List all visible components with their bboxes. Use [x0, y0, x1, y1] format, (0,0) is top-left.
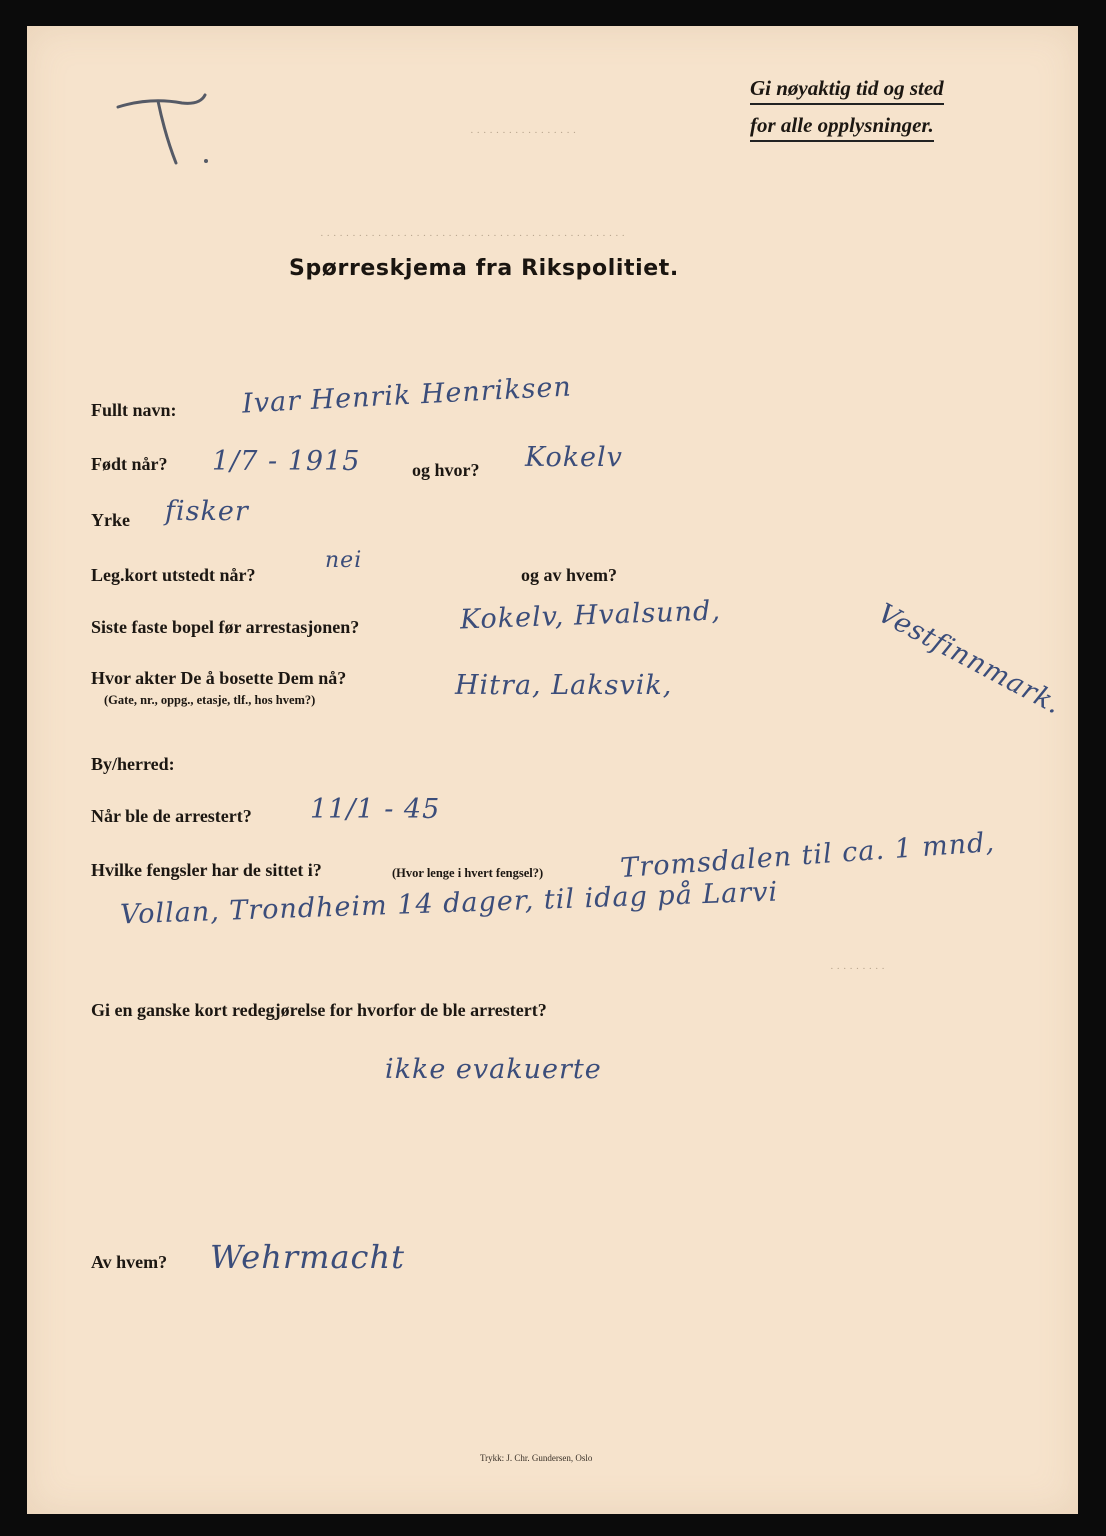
notice-line-1: Gi nøyaktig tid og sted: [750, 76, 944, 105]
value-full-name: Ivar Henrik Henriksen: [241, 371, 573, 420]
label-prisons: Hvilke fengsler har de sittet i?: [91, 860, 322, 880]
label-born-when: Født når?: [91, 454, 168, 474]
bleed-through-2: · · · · · · · · · · · · · · · · · · · · · · · · · · · · · · · · · · · · · · · · · · · · · · · ·: [320, 230, 626, 242]
page-title: Spørreskjema fra Rikspolitiet.: [289, 256, 679, 281]
printer-imprint: Trykk: J. Chr. Gundersen, Oslo: [480, 1453, 593, 1463]
label-born-where: og hvor?: [412, 460, 480, 480]
label-full-name: Fullt navn:: [91, 400, 177, 420]
bleed-through-3: · · · · · · · · ·: [830, 963, 885, 975]
value-occupation: fisker: [165, 496, 249, 527]
value-born-when: 1/7 - 1915: [212, 446, 361, 477]
handwritten-t-mark: [110, 85, 220, 175]
value-last-residence: Kokelv, Hvalsund,: [459, 595, 722, 636]
label-occupation: Yrke: [91, 510, 130, 530]
label-settle-where: Hvor akter De å bosette Dem nå?: [91, 668, 347, 688]
form-sheet: [27, 26, 1078, 1514]
bleed-through-1: · · · · · · · · · · · · · · · · ·: [470, 127, 577, 139]
label-id-card-issued: Leg.kort utstedt når?: [91, 565, 256, 585]
label-last-residence: Siste faste bopel før arrestasjonen?: [91, 617, 360, 637]
label-arrested-when: Når ble de arrestert?: [91, 806, 252, 826]
label-reason: Gi en ganske kort redegjørelse for hvorfor de ble arrestert?: [91, 1000, 547, 1020]
notice-line-2: for alle opplysninger.: [750, 113, 934, 142]
value-arrested-when: 11/1 - 45: [310, 794, 441, 825]
label-municipality: By/herred:: [91, 754, 175, 774]
value-born-where: Kokelv: [525, 442, 623, 473]
label-prisons-hint: (Hvor lenge i hvert fengsel?): [392, 866, 544, 880]
value-reason: ikke evakuerte: [385, 1054, 602, 1085]
label-settle-hint: (Gate, nr., oppg., etasje, tlf., hos hvem?): [104, 693, 316, 707]
label-by-whom: Av hvem?: [91, 1252, 168, 1272]
value-prisons-line-1: Tromsdalen til ca. 1 mnd,: [619, 826, 996, 885]
value-prisons-line-2: Vollan, Trondheim 14 dager, til idag på Larvi: [119, 876, 779, 931]
value-settle-where: Hitra, Laksvik,: [455, 670, 673, 701]
value-id-card-issued: nei: [325, 548, 363, 573]
label-issued-by: og av hvem?: [521, 565, 617, 585]
value-by-whom: Wehrmacht: [210, 1238, 405, 1276]
value-last-residence-region: Vestfinnmark.: [872, 597, 1068, 721]
